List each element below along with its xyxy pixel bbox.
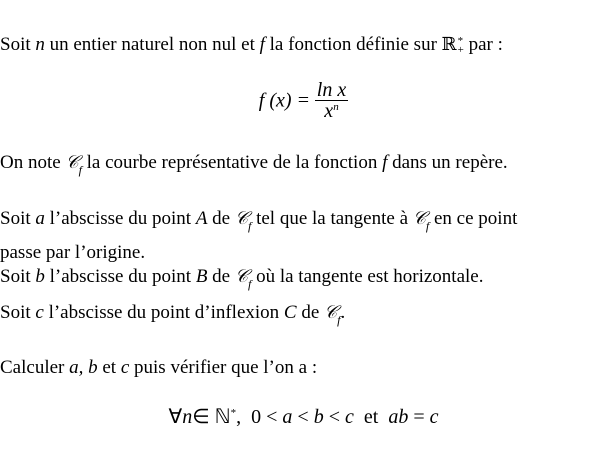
forall-symbol: ∀	[168, 406, 183, 428]
curve-sub: f	[425, 219, 430, 233]
text: l’abscisse du point	[44, 208, 196, 229]
curve-sub: f	[337, 313, 341, 327]
var-c: c	[120, 357, 130, 378]
lt-1: <	[292, 406, 314, 428]
set-symbol: ℝ	[441, 34, 457, 55]
var-f: f	[259, 34, 265, 55]
final-c2: c	[429, 406, 439, 428]
in-naturals: ∈ ℕ	[192, 406, 231, 428]
eq: =	[408, 406, 430, 428]
var-a: a	[35, 208, 45, 229]
var-f: f	[382, 152, 388, 173]
final-ab: ab	[388, 406, 409, 428]
curve-sub: f	[247, 219, 252, 233]
lt-2: <	[323, 406, 345, 428]
final-a: a	[282, 406, 293, 428]
text: Soit	[0, 34, 36, 55]
text: où la tangente est horizontale.	[251, 266, 484, 287]
text: la courbe représentative de la fonction	[81, 152, 383, 173]
line-point-c	[0, 302, 345, 325]
text: l’abscisse du point d’inflexion	[43, 302, 284, 323]
text: la fonction définie sur	[264, 34, 442, 55]
text: tel que la tangente à	[251, 208, 413, 229]
et: et	[353, 406, 389, 428]
den-exp: n	[333, 101, 339, 113]
point-a: A	[195, 208, 208, 229]
final-b: b	[313, 406, 324, 428]
final-formula	[0, 404, 607, 429]
naturals-star: *	[230, 407, 237, 419]
text: l’abscisse du point	[44, 266, 196, 287]
var-b: b	[35, 266, 45, 287]
curve-symbol: 𝒞	[412, 208, 426, 229]
text: Soit	[0, 266, 36, 287]
text: de	[296, 302, 325, 323]
curve-sub: f	[78, 163, 82, 177]
set-sup: *	[457, 34, 464, 47]
text: un entier naturel non nul et	[44, 34, 260, 55]
curve-symbol: 𝒞	[324, 302, 338, 323]
line-question	[0, 357, 317, 379]
text: On note	[0, 152, 66, 173]
curve-symbol: 𝒞	[234, 266, 248, 287]
var-c: c	[35, 302, 44, 323]
line-definition	[0, 34, 503, 56]
curve-sub: f	[247, 277, 252, 291]
formula-numerator: ln x	[316, 79, 347, 101]
text: de	[207, 208, 235, 229]
var-n: n	[35, 34, 45, 55]
final-rest: , 0 <	[236, 406, 283, 428]
text: Soit	[0, 302, 36, 323]
text: Soit	[0, 208, 36, 229]
text: de	[207, 266, 235, 287]
final-n: n	[182, 406, 193, 428]
line-curve	[0, 152, 508, 175]
line-point-a	[0, 208, 517, 231]
formula	[0, 80, 607, 124]
text: dans un repère.	[387, 152, 508, 173]
text: .	[340, 302, 346, 323]
set-sub: +	[457, 43, 464, 56]
text: par :	[463, 34, 503, 55]
text: en ce point	[429, 208, 518, 229]
final-c: c	[344, 406, 354, 428]
point-b: B	[195, 266, 208, 287]
text: passe par l’origine.	[0, 242, 146, 263]
formula-denominator	[315, 101, 348, 124]
text: puis vérifier que l’on a :	[129, 357, 318, 378]
text: Calculer	[0, 357, 70, 378]
text: et	[97, 357, 121, 378]
curve-symbol: 𝒞	[65, 152, 79, 173]
vars-ab: a, b	[69, 357, 98, 378]
line-point-a-cont	[0, 242, 145, 264]
formula-fraction	[315, 80, 348, 124]
point-c: C	[283, 302, 297, 323]
den-x: x	[324, 100, 334, 122]
line-point-b	[0, 266, 483, 289]
curve-symbol: 𝒞	[234, 208, 248, 229]
formula-lhs: f (x) =	[258, 89, 311, 112]
